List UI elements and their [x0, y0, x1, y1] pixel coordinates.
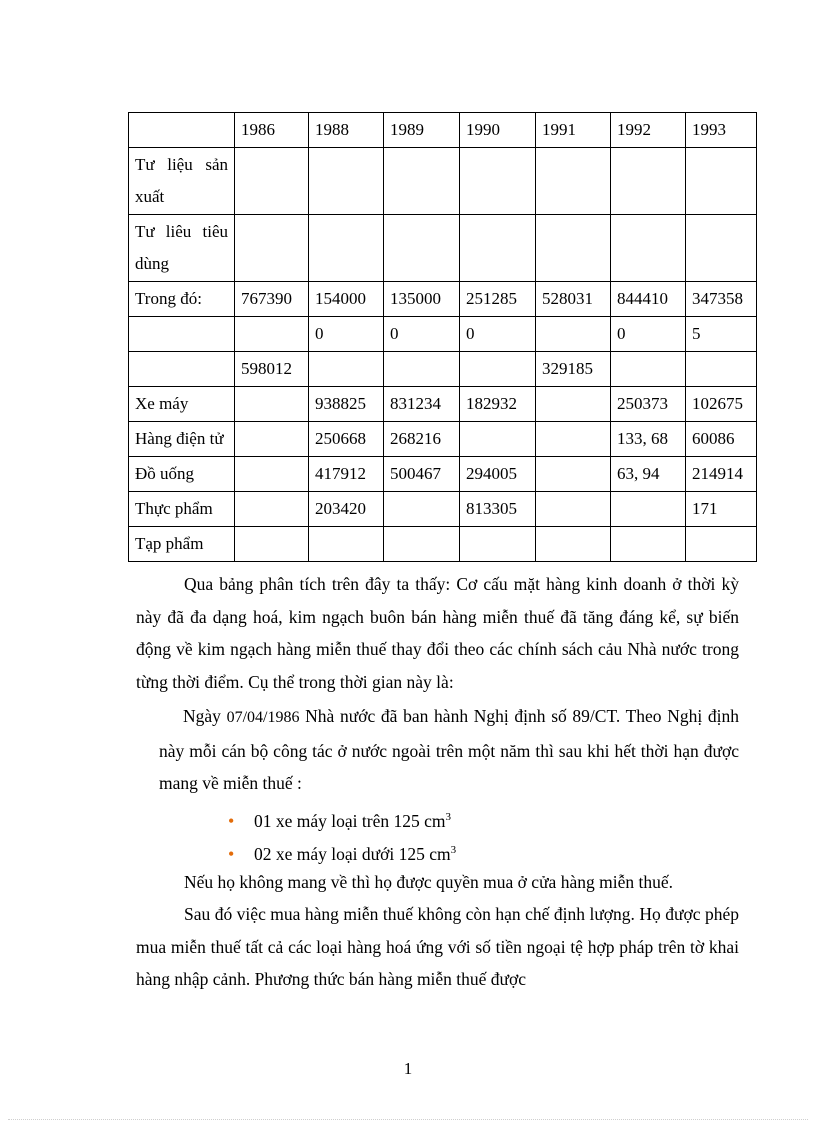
value-cell: 60086	[686, 422, 757, 457]
row-label-cell	[129, 352, 235, 387]
year-header-cell: 1988	[309, 113, 384, 148]
superscript: 3	[445, 811, 451, 823]
value-cell	[235, 148, 309, 215]
row-label-cell: Tạp phẩm	[129, 527, 235, 562]
header-corner-cell	[129, 113, 235, 148]
value-cell	[309, 352, 384, 387]
row-label-cell: Đồ uống	[129, 457, 235, 492]
value-cell: 0	[460, 317, 536, 352]
value-cell	[611, 215, 686, 282]
value-cell	[536, 457, 611, 492]
value-cell	[460, 352, 536, 387]
value-cell	[536, 492, 611, 527]
year-header-cell: 1990	[460, 113, 536, 148]
value-cell	[536, 215, 611, 282]
value-cell: 214914	[686, 457, 757, 492]
value-cell: 938825	[309, 387, 384, 422]
trade-table	[128, 112, 757, 562]
table-row	[129, 457, 757, 492]
value-cell	[235, 457, 309, 492]
value-cell	[536, 148, 611, 215]
value-cell	[384, 352, 460, 387]
value-cell	[235, 317, 309, 352]
table-body	[129, 113, 757, 562]
regulation-paragraph: Sau đó việc mua hàng miễn thuế không còn hạn chế định lượng. Họ được phép mua miễn thuế tất cả các loại hàng hoá ứng với số tiền ngoại tệ hợp pháp trên tờ khai hàng nhập cảnh. Phương thức bán hàng miễn thuế được	[136, 904, 739, 989]
value-cell	[235, 527, 309, 562]
value-cell	[611, 527, 686, 562]
value-cell: 528031	[536, 282, 611, 317]
year-header-cell: 1986	[235, 113, 309, 148]
value-cell: 500467	[384, 457, 460, 492]
value-cell	[235, 215, 309, 282]
value-cell: 347358	[686, 282, 757, 317]
value-cell: 203420	[309, 492, 384, 527]
value-cell: 154000	[309, 282, 384, 317]
decree-date: 07/04/1986	[226, 709, 300, 726]
value-cell: 251285	[460, 282, 536, 317]
year-header-cell: 1991	[536, 113, 611, 148]
value-cell: 0	[309, 317, 384, 352]
value-cell: 182932	[460, 387, 536, 422]
row-label-cell: Thực phẩm	[129, 492, 235, 527]
table-row	[129, 215, 757, 282]
value-cell	[460, 148, 536, 215]
year-header-cell: 1989	[384, 113, 460, 148]
value-cell: 767390	[235, 282, 309, 317]
value-cell: 0	[611, 317, 686, 352]
decree-paragraph	[159, 700, 739, 800]
decree-body: Nhà nước đã ban hành Nghị định số 89/CT. Theo Nghị định này mỗi cán bộ công tác ở nước ngoài trên một năm thì sau khi hết thời hạn được mang về miễn thuế :	[159, 706, 740, 793]
value-cell	[686, 527, 757, 562]
value-cell	[384, 527, 460, 562]
value-cell	[384, 215, 460, 282]
value-cell	[686, 352, 757, 387]
bullet-dot-icon: •	[228, 843, 235, 864]
row-label-cell: Trong đó:	[129, 282, 235, 317]
value-cell: 268216	[384, 422, 460, 457]
superscript: 3	[450, 844, 457, 856]
table-row	[129, 422, 757, 457]
value-cell: 5	[686, 317, 757, 352]
bullet-item	[228, 835, 456, 869]
table-row	[129, 317, 757, 352]
bullet-dot-icon: •	[228, 810, 235, 831]
value-cell	[460, 527, 536, 562]
value-cell	[536, 387, 611, 422]
value-cell: 831234	[384, 387, 460, 422]
row-label-cell: Tư liêu tiêu dùng	[129, 215, 235, 282]
value-cell	[384, 492, 460, 527]
value-cell	[536, 422, 611, 457]
value-cell: 102675	[686, 387, 757, 422]
value-cell	[309, 527, 384, 562]
decree-prefix: Ngày	[183, 706, 227, 726]
table-row	[129, 282, 757, 317]
table-header-row	[129, 113, 757, 148]
value-cell	[235, 387, 309, 422]
analysis-paragraph: Qua bảng phân tích trên đây ta thấy: Cơ cấu mặt hàng kinh doanh ở thời kỳ này đã đa dạng hoá, kim ngạch buôn bán hàng miễn thuế đã tăng đáng kể, sự biến động về kim ngạch hàng miễn thuế thay đổi theo các chính sách cảu Nhà nước trong từng thời điểm. Cụ thể trong thời gian này là:	[136, 574, 739, 692]
value-cell	[686, 215, 757, 282]
page-border	[8, 1119, 808, 1120]
value-cell	[460, 422, 536, 457]
value-cell	[686, 148, 757, 215]
table-row	[129, 352, 757, 387]
value-cell	[536, 317, 611, 352]
page-number: 1	[403, 1059, 413, 1078]
value-cell: 329185	[536, 352, 611, 387]
bullet-item	[228, 802, 451, 836]
value-cell: 63, 94	[611, 457, 686, 492]
value-cell: 135000	[384, 282, 460, 317]
value-cell	[309, 215, 384, 282]
table-row	[129, 148, 757, 215]
table-row	[129, 527, 757, 562]
table-row	[129, 492, 757, 527]
value-cell: 171	[686, 492, 757, 527]
year-header-cell: 1992	[611, 113, 686, 148]
value-cell: 294005	[460, 457, 536, 492]
value-cell: 133, 68	[611, 422, 686, 457]
value-cell	[384, 148, 460, 215]
value-cell: 813305	[460, 492, 536, 527]
value-cell	[611, 492, 686, 527]
row-label-cell: Tư liệu sản xuất	[129, 148, 235, 215]
value-cell	[611, 352, 686, 387]
value-cell	[611, 148, 686, 215]
row-label-cell: Hàng điện tử	[129, 422, 235, 457]
purchase-paragraph: Nếu họ không mang về thì họ được quyền mua ở cửa hàng miễn thuế.	[184, 872, 673, 892]
value-cell	[460, 215, 536, 282]
row-label-cell: Xe máy	[129, 387, 235, 422]
value-cell: 598012	[235, 352, 309, 387]
value-cell: 844410	[611, 282, 686, 317]
table-row	[129, 387, 757, 422]
bullet-text: 02 xe máy loại dưới 125 cm	[254, 843, 451, 864]
row-label-cell	[129, 317, 235, 352]
value-cell: 250373	[611, 387, 686, 422]
value-cell: 417912	[309, 457, 384, 492]
value-cell	[235, 492, 309, 527]
value-cell	[536, 527, 611, 562]
value-cell	[235, 422, 309, 457]
year-header-cell: 1993	[686, 113, 757, 148]
value-cell: 250668	[309, 422, 384, 457]
value-cell: 0	[384, 317, 460, 352]
value-cell	[309, 148, 384, 215]
bullet-text: 01 xe máy loại trên 125 cm	[254, 810, 446, 831]
